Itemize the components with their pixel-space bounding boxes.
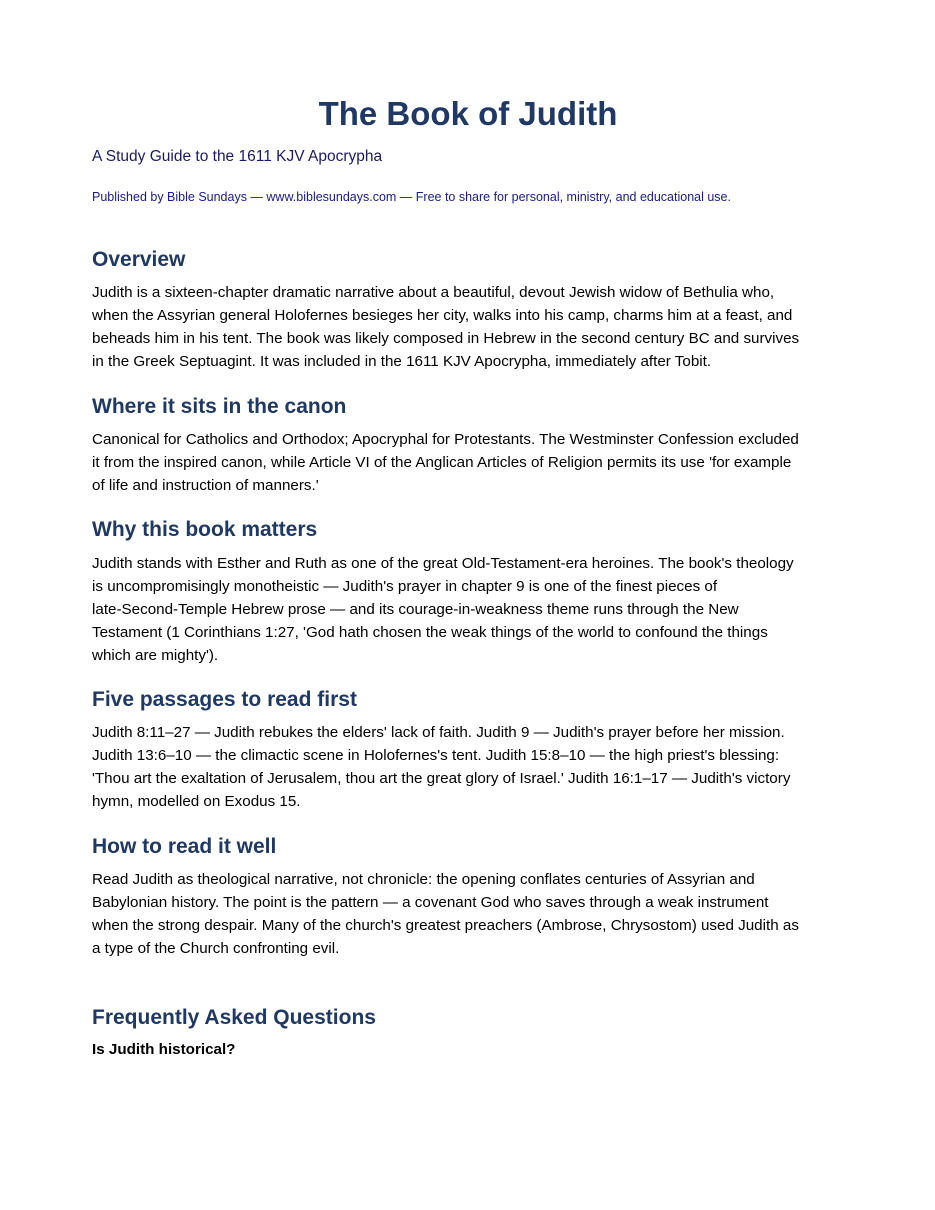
text-line: when the Assyrian general Holofernes besieges her city, walks into his camp, charms him at a feast, and — [92, 307, 793, 324]
text-line: is uncompromisingly monotheistic — Judith's prayer in chapter 9 is one of the finest pieces of — [92, 578, 718, 595]
text-line: Testament (1 Corinthians 1:27, 'God hath chosen the weak things of the world to confound the things — [92, 624, 768, 641]
document-title: The Book of Judith — [318, 95, 618, 132]
text-line: of life and instruction of manners.' — [92, 477, 319, 494]
text-line: Read Judith as theological narrative, not chronicle: the opening conflates centuries of Assyrian and — [92, 871, 755, 888]
document-subtitle: A Study Guide to the 1611 KJV Apocrypha — [92, 148, 383, 165]
text-line: a type of the Church confronting evil. — [92, 940, 340, 957]
section-heading-overview: Overview — [92, 248, 186, 271]
text-line: Canonical for Catholics and Orthodox; Apocryphal for Protestants. The Westminster Confession excluded — [92, 431, 799, 448]
text-line: hymn, modelled on Exodus 15. — [92, 793, 301, 810]
text-line: Judith stands with Esther and Ruth as one of the great Old-Testament-era heroines. The book's theology — [92, 555, 794, 572]
section-body-overview — [92, 281, 844, 373]
section-heading-why-it-matters: Why this book matters — [92, 518, 318, 541]
faq-heading: Frequently Asked Questions — [92, 1006, 376, 1029]
section-heading-five-passages: Five passages to read first — [92, 688, 357, 711]
text-line: it from the inspired canon, while Article VI of the Anglican Articles of Religion permits its use 'for example — [92, 454, 792, 471]
text-line: Judith is a sixteen-chapter dramatic narrative about a beautiful, devout Jewish widow of Bethulia who, — [92, 284, 775, 301]
section-body-five-passages — [92, 721, 844, 813]
faq-question: Is Judith historical? — [92, 1041, 236, 1058]
section-heading-how-to-read: How to read it well — [92, 835, 277, 858]
section-body-why-it-matters — [92, 552, 844, 667]
text-line: when the strong despair. Many of the church's greatest preachers (Ambrose, Chrysostom) used Judith as — [92, 917, 799, 934]
publisher-note: Published by Bible Sundays — www.biblesundays.com — Free to share for personal, ministry, and educational use. — [92, 190, 731, 204]
text-line: late-Second-Temple Hebrew prose — and its courage-in-weakness theme runs through the New — [92, 601, 739, 618]
section-body-canon — [92, 428, 844, 497]
text-line: Judith 13:6–10 — the climactic scene in Holofernes's tent. Judith 15:8–10 — the high priest's blessing: — [92, 747, 780, 764]
text-line: beheads him in his tent. The book was likely composed in Hebrew in the second century BC and survives — [92, 330, 800, 347]
section-heading-canon: Where it sits in the canon — [92, 395, 347, 418]
text-line: Judith 8:11–27 — Judith rebukes the elders' lack of faith. Judith 9 — Judith's prayer before her mission. — [92, 724, 785, 741]
text-line: in the Greek Septuagint. It was included in the 1611 KJV Apocrypha, immediately after Tobit. — [92, 353, 712, 370]
text-line: Babylonian history. The point is the pattern — a covenant God who saves through a weak instrument — [92, 894, 769, 911]
text-line: 'Thou art the exaltation of Jerusalem, thou art the great glory of Israel.' Judith 16:1–17 — Judith's victory — [92, 770, 791, 787]
section-body-how-to-read — [92, 868, 844, 960]
text-line: which are mighty'). — [92, 647, 219, 664]
